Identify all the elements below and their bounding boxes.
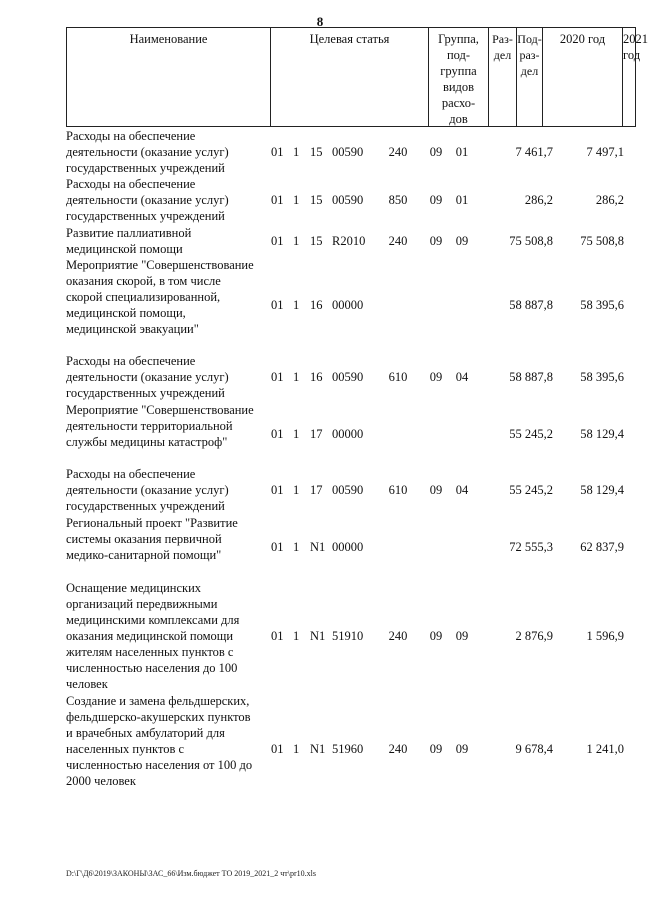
row-value-2021: 75 508,8 xyxy=(580,234,624,248)
row-code-program: 01 xyxy=(271,629,284,643)
row-code-direction: 00000 xyxy=(332,298,364,312)
row-code-direction: 00590 xyxy=(332,370,364,384)
row-value-2021: 62 837,9 xyxy=(580,540,624,554)
row-code-sub: 1 xyxy=(293,540,300,554)
row-code-direction: R2010 xyxy=(332,234,366,248)
row-value-2021: 58 129,4 xyxy=(580,483,624,497)
file-path-footer: D:\Г\Д6\2019\ЗАКОНЫ\ЗАС_66\Изм.бюджет ТО 2019_2021_2 чт\pr10.xls xyxy=(66,869,316,878)
row-name: Создание и замена фельдшерских, фельдшерско-акушерских пунктов и врачебных амбулаторий для населенных пунктов с численностью населения от 100 до 2000 человек xyxy=(66,694,253,788)
row-name: Расходы на обеспечение деятельности (оказание услуг) государственных учреждений xyxy=(66,467,229,513)
row-code-program: 01 xyxy=(271,427,284,441)
row-value-2020: 2 876,9 xyxy=(515,629,553,643)
row-code-sub: 1 xyxy=(293,742,300,756)
row-razdel: 09 xyxy=(429,145,443,159)
row-code-program: 01 xyxy=(271,483,284,497)
row-code-event: N1 xyxy=(310,742,326,756)
header-razdel: Раз- дел xyxy=(489,28,517,126)
header-year-2021: 2021 год xyxy=(623,32,648,62)
row-code-program: 01 xyxy=(271,540,284,554)
row-code-event: 15 xyxy=(310,234,323,248)
row-group: 240 xyxy=(388,234,408,248)
header-target-article: Целевая статья xyxy=(271,28,429,126)
header-group: Группа, под- группа видов расхо- дов xyxy=(429,28,489,126)
row-value-2021: 1 241,0 xyxy=(586,742,624,756)
row-value-2020: 55 245,2 xyxy=(509,427,553,441)
row-code-sub: 1 xyxy=(293,193,300,207)
row-code-event: N1 xyxy=(310,540,326,554)
row-razdel: 09 xyxy=(429,234,443,248)
row-code-sub: 1 xyxy=(293,234,300,248)
row-value-2021: 286,2 xyxy=(595,193,624,207)
row-code-event: N1 xyxy=(310,629,326,643)
header-name: Наименование xyxy=(67,28,271,126)
row-name: Расходы на обеспечение деятельности (оказание услуг) государственных учреждений xyxy=(66,129,229,175)
row-code-program: 01 xyxy=(271,234,284,248)
row-podrazdel: 09 xyxy=(455,629,469,643)
row-value-2020: 58 887,8 xyxy=(509,370,553,384)
row-code-sub: 1 xyxy=(293,145,300,159)
row-code-program: 01 xyxy=(271,298,284,312)
row-code-event: 17 xyxy=(310,483,323,497)
header-year-2020: 2020 год xyxy=(543,28,623,126)
row-code-direction: 00590 xyxy=(332,483,364,497)
row-code-program: 01 xyxy=(271,193,284,207)
row-code-event: 15 xyxy=(310,145,323,159)
row-value-2020: 75 508,8 xyxy=(509,234,553,248)
row-name: Развитие паллиативной медицинской помощи xyxy=(66,226,192,256)
row-value-2020: 9 678,4 xyxy=(515,742,553,756)
row-value-2020: 7 461,7 xyxy=(515,145,553,159)
row-podrazdel: 09 xyxy=(455,742,469,756)
row-code-direction: 51910 xyxy=(332,629,364,643)
row-group: 610 xyxy=(388,483,408,497)
page-number: 8 xyxy=(316,14,324,29)
row-razdel: 09 xyxy=(429,370,443,384)
row-name: Расходы на обеспечение деятельности (оказание услуг) государственных учреждений xyxy=(66,177,229,223)
row-code-sub: 1 xyxy=(293,298,300,312)
row-value-2021: 1 596,9 xyxy=(586,629,624,643)
row-razdel: 09 xyxy=(429,742,443,756)
row-code-event: 16 xyxy=(310,370,323,384)
row-razdel: 09 xyxy=(429,483,443,497)
row-code-direction: 00590 xyxy=(332,145,364,159)
row-code-sub: 1 xyxy=(293,370,300,384)
row-name: Оснащение медицинских организаций передвижными медицинскими комплексами для оказания медицинской помощи жителям населенных пунктов с численностью населения до 100 человек xyxy=(66,581,240,691)
row-podrazdel: 01 xyxy=(455,145,469,159)
row-value-2020: 286,2 xyxy=(524,193,553,207)
row-name: Мероприятие "Совершенствование оказания скорой, в том числе скорой специализированной, медицинской помощи, медицинской эвакуации" xyxy=(66,258,254,336)
row-name: Мероприятие "Совершенствование деятельности территориальной службы медицины катастроф" xyxy=(66,403,254,449)
row-code-event: 17 xyxy=(310,427,323,441)
row-code-direction: 51960 xyxy=(332,742,364,756)
row-value-2021: 58 395,6 xyxy=(580,298,624,312)
row-group: 240 xyxy=(388,629,408,643)
row-code-program: 01 xyxy=(271,145,284,159)
header-podrazdel: Под- раз- дел xyxy=(517,28,543,126)
row-name: Региональный проект "Развитие системы оказания первичной медико-санитарной помощи" xyxy=(66,516,238,562)
row-name: Расходы на обеспечение деятельности (оказание услуг) государственных учреждений xyxy=(66,354,229,400)
row-code-direction: 00590 xyxy=(332,193,364,207)
row-value-2020: 72 555,3 xyxy=(509,540,553,554)
row-value-2021: 7 497,1 xyxy=(586,145,624,159)
row-podrazdel: 04 xyxy=(455,483,469,497)
row-razdel: 09 xyxy=(429,193,443,207)
row-podrazdel: 04 xyxy=(455,370,469,384)
row-value-2021: 58 129,4 xyxy=(580,427,624,441)
row-podrazdel: 09 xyxy=(455,234,469,248)
row-code-sub: 1 xyxy=(293,427,300,441)
row-group: 240 xyxy=(388,145,408,159)
row-code-program: 01 xyxy=(271,370,284,384)
row-code-event: 15 xyxy=(310,193,323,207)
row-value-2020: 58 887,8 xyxy=(509,298,553,312)
row-podrazdel: 01 xyxy=(455,193,469,207)
row-code-program: 01 xyxy=(271,742,284,756)
row-code-sub: 1 xyxy=(293,629,300,643)
row-group: 850 xyxy=(388,193,408,207)
row-code-event: 16 xyxy=(310,298,323,312)
row-razdel: 09 xyxy=(429,629,443,643)
row-group: 610 xyxy=(388,370,408,384)
row-code-direction: 00000 xyxy=(332,540,364,554)
row-value-2021: 58 395,6 xyxy=(580,370,624,384)
row-group: 240 xyxy=(388,742,408,756)
row-code-sub: 1 xyxy=(293,483,300,497)
row-code-direction: 00000 xyxy=(332,427,364,441)
row-value-2020: 55 245,2 xyxy=(509,483,553,497)
